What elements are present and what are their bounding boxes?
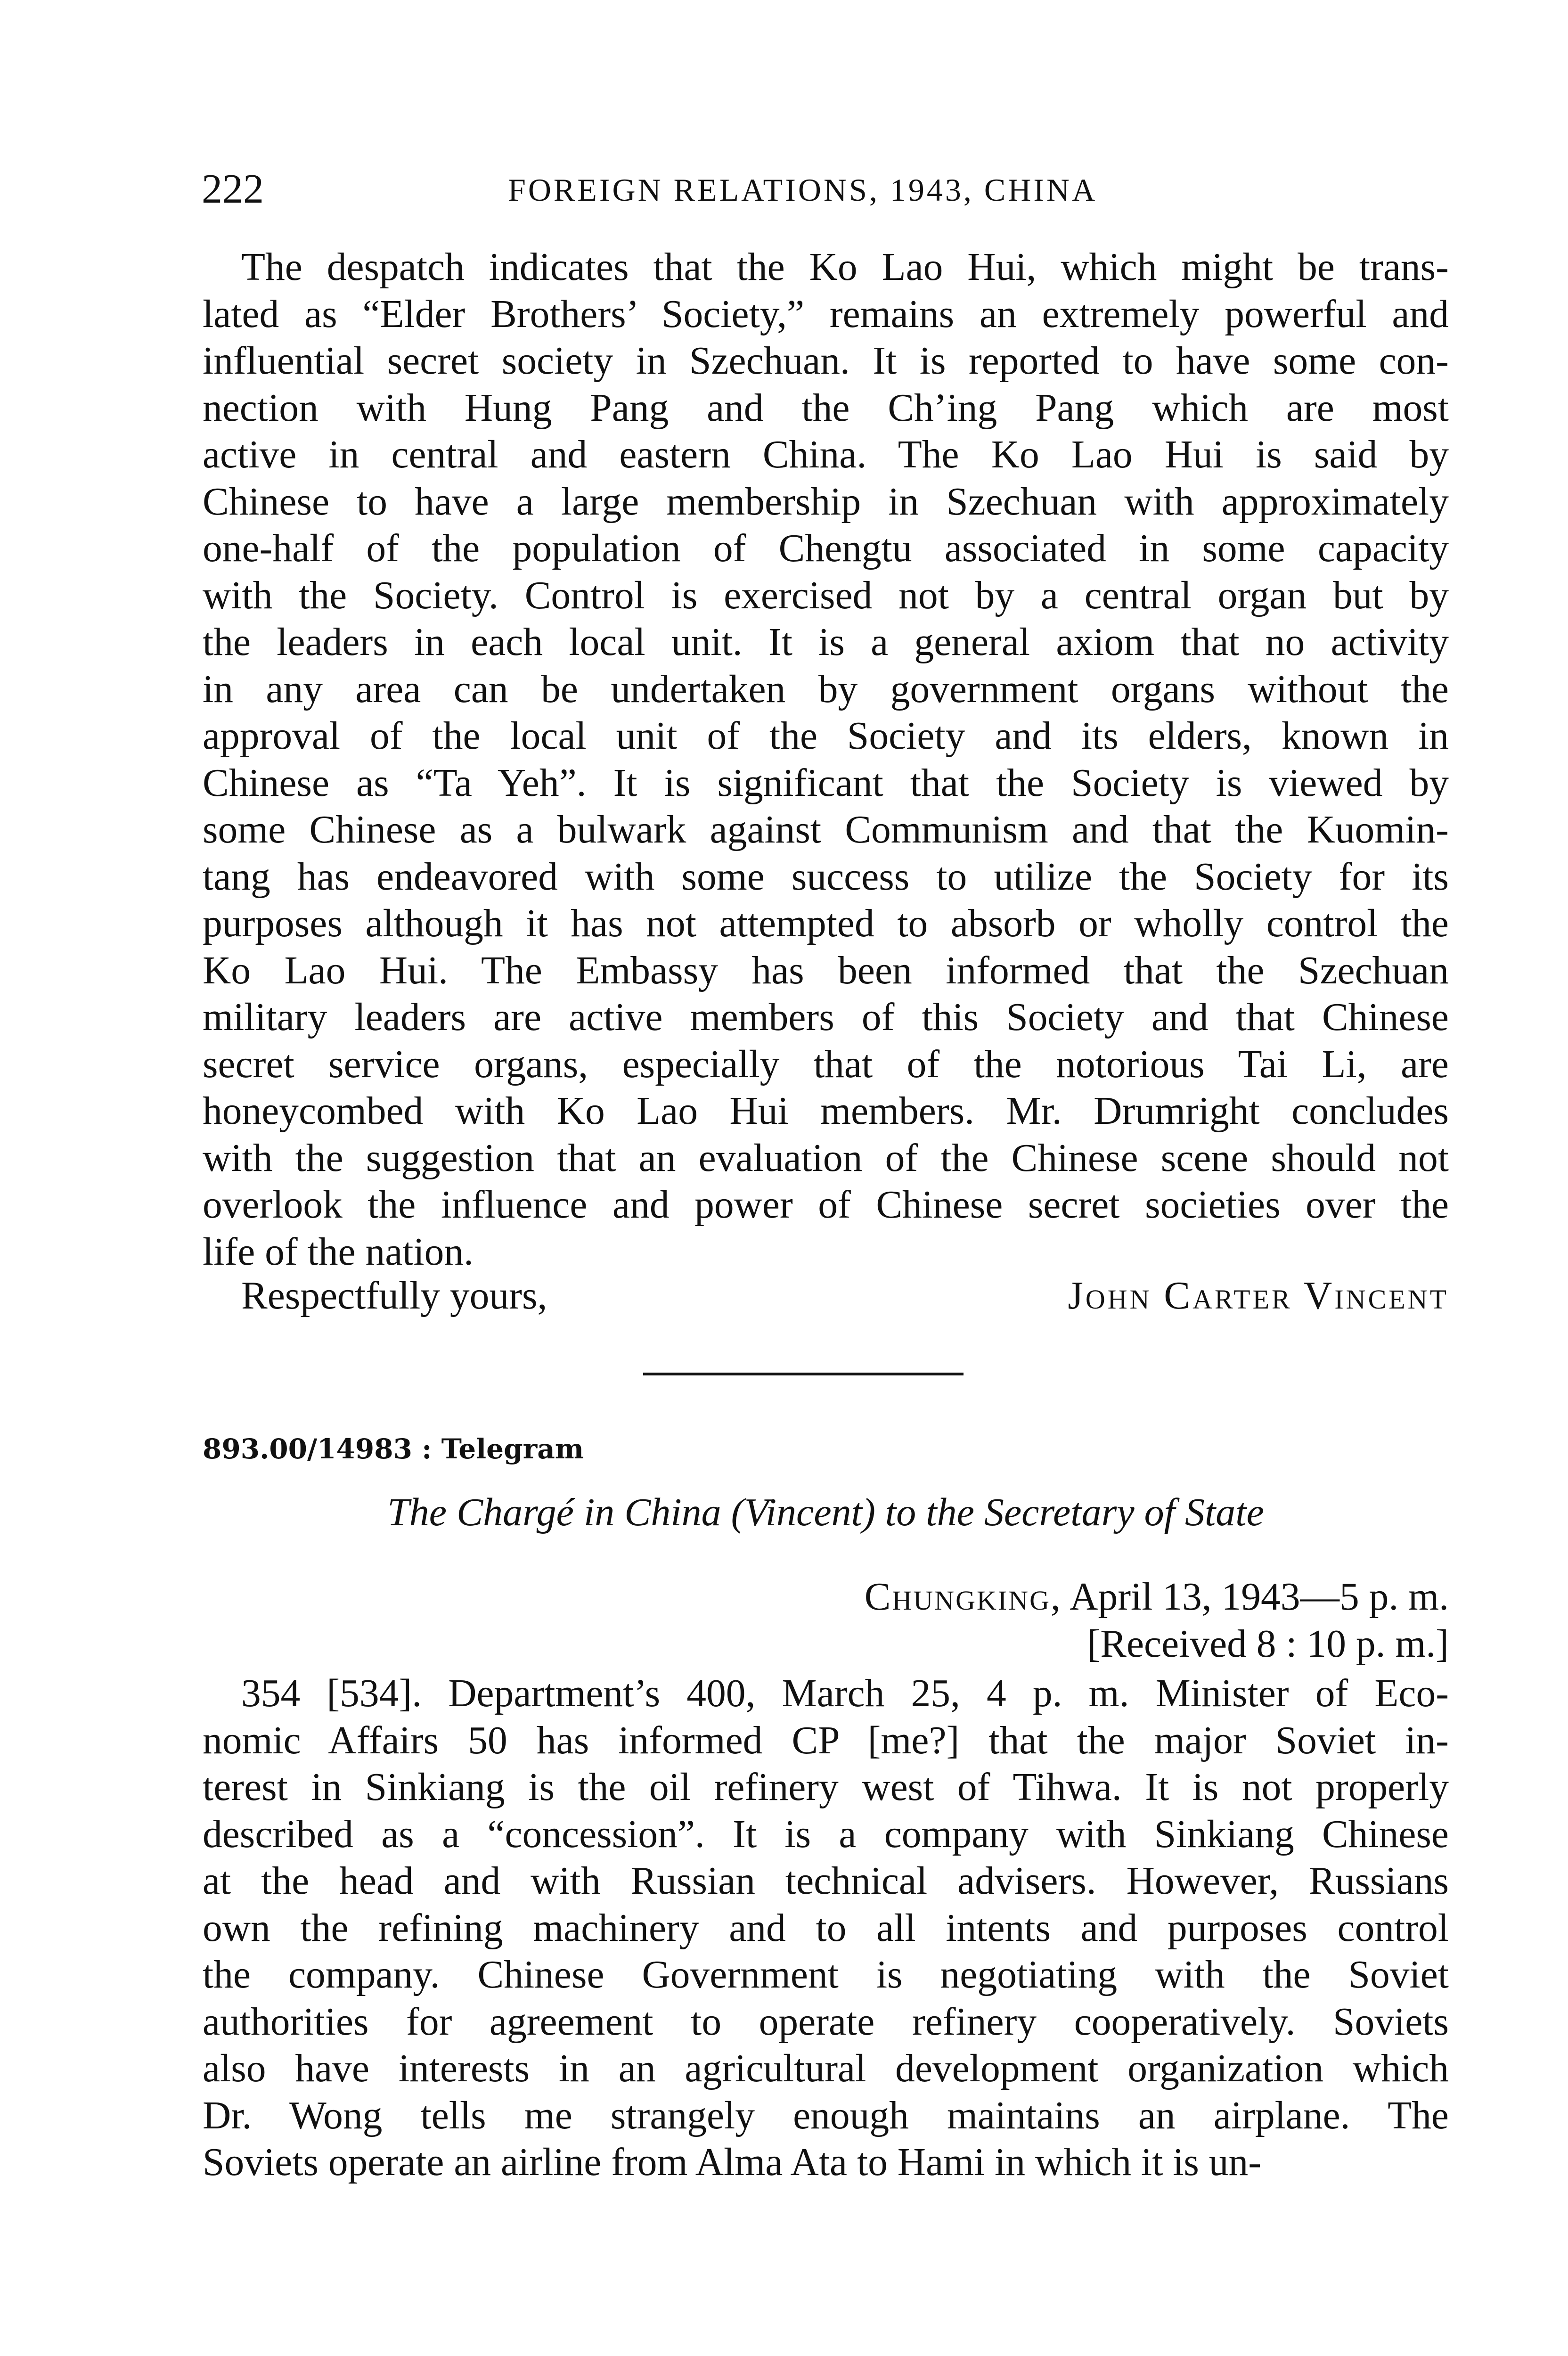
telegram-paragraph [203, 1670, 1449, 2186]
dateline-place: Chungking, [864, 1575, 1062, 1619]
signature: John Carter Vincent [1068, 1274, 1449, 1317]
text-line: 354 [534]. Department’s 400, March 25, 4 p. m. Minister of Eco- [241, 1672, 1449, 1715]
text-line: authorities for agreement to operate refinery cooperatively. Soviets [203, 2000, 1449, 2044]
text-line: The despatch indicates that the Ko Lao Hui, which might be trans- [241, 245, 1449, 289]
text-line: Chinese as “Ta Yeh”. It is significant that the Society is viewed by [203, 761, 1449, 805]
received-line: [Received 8 : 10 p. m.] [1087, 1622, 1449, 1666]
running-head [202, 166, 1450, 213]
paragraph-lines [203, 244, 1449, 1276]
text-line: also have interests in an agricultural development organization which [203, 2047, 1449, 2090]
text-line: nection with Hung Pang and the Ch’ing Pang which are most [203, 386, 1449, 430]
page-number: 222 [202, 166, 264, 212]
closing-block [203, 1272, 1449, 1324]
text-line: own the refining machinery and to all intents and purposes control [203, 1906, 1449, 1950]
text-line: Soviets operate an airline from Alma Ata to Hami in which it is un- [203, 2141, 1262, 2184]
text-line: terest in Sinkiang is the oil refinery west of Tihwa. It is not properly [203, 1766, 1449, 1809]
section-divider [643, 1373, 964, 1375]
text-line: with the Society. Control is exercised not by a central organ but by [203, 573, 1449, 617]
despatch-summary-paragraph [203, 244, 1449, 1276]
text-line: the leaders in each local unit. It is a general axiom that no activity [203, 621, 1449, 664]
text-line: secret service organs, especially that of the notorious Tai Li, are [203, 1042, 1449, 1086]
text-line: tang has endeavored with some success to utilize the Society for its [203, 855, 1449, 899]
text-line: honeycombed with Ko Lao Hui members. Mr. Drumright concludes [203, 1089, 1449, 1133]
text-line: with the suggestion that an evaluation of the Chinese scene should not [203, 1136, 1449, 1180]
text-line: Ko Lao Hui. The Embassy has been informed that the Szechuan [203, 949, 1449, 992]
dateline [203, 1574, 1449, 1621]
text-line: some Chinese as a bulwark against Communism and that the Kuomin- [203, 808, 1449, 851]
text-line: the company. Chinese Government is negotiating with the Soviet [203, 1953, 1449, 1996]
text-line: one-half of the population of Chengtu associated in some capacity [203, 527, 1449, 570]
running-title: FOREIGN RELATIONS, 1943, CHINA [508, 172, 1098, 208]
text-line: approval of the local unit of the Society and its elders, known in [203, 714, 1449, 758]
salutation: Respectfully yours, [241, 1274, 547, 1317]
text-line: lated as “Elder Brothers’ Society,” remains an extremely powerful and [203, 292, 1449, 336]
text-line: nomic Affairs 50 has informed CP [me?] that the major Soviet in- [203, 1718, 1449, 1762]
text-line: Chinese to have a large membership in Szechuan with approximately [203, 480, 1449, 524]
text-line: overlook the influence and power of Chinese secret societies over the [203, 1183, 1449, 1227]
dateline-time: April 13, 1943—5 p. m. [1062, 1575, 1449, 1619]
text-line: military leaders are active members of this Society and that Chinese [203, 996, 1449, 1039]
text-line: in any area can be undertaken by government organs without the [203, 667, 1449, 711]
file-reference: 893.00/14983 : Telegram [203, 1433, 584, 1465]
text-line: described as a “concession”. It is a company with Sinkiang Chinese [203, 1812, 1449, 1856]
document-heading: The Chargé in China (Vincent) to the Secretary of State [387, 1490, 1264, 1534]
text-line: purposes although it has not attempted to absorb or wholly control the [203, 902, 1449, 945]
paragraph-lines [203, 1670, 1449, 2186]
text-line: at the head and with Russian technical advisers. However, Russians [203, 1859, 1449, 1903]
text-line: active in central and eastern China. The Ko Lao Hui is said by [203, 433, 1449, 476]
text-line: influential secret society in Szechuan. It is reported to have some con- [203, 339, 1449, 383]
text-line: life of the nation. [203, 1230, 474, 1274]
text-line: Dr. Wong tells me strangely enough maintains an airplane. The [203, 2094, 1449, 2137]
